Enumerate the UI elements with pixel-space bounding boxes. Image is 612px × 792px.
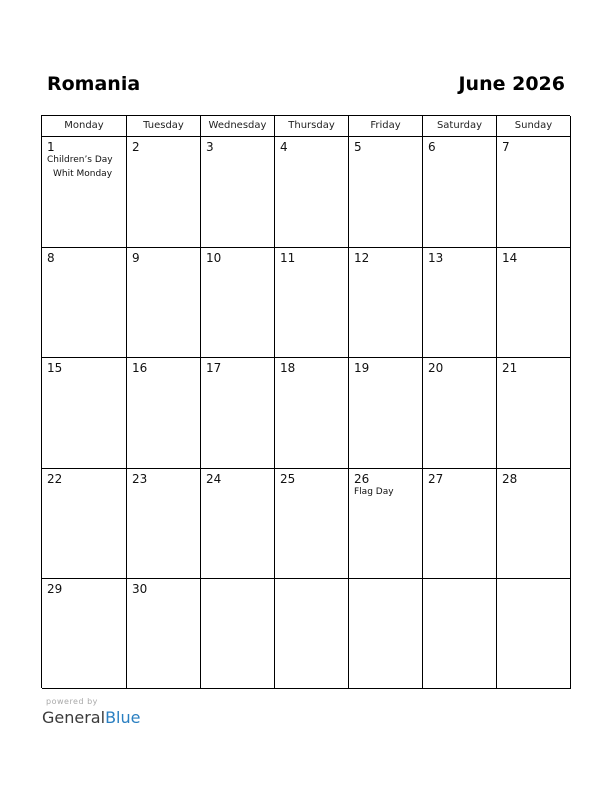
day-cell: [127, 579, 201, 689]
day-number: 20: [428, 361, 444, 375]
day-number: 30: [132, 582, 148, 596]
day-number: 17: [206, 361, 222, 375]
day-number: 26: [354, 472, 370, 486]
day-cell: [201, 469, 275, 579]
day-number: 10: [206, 251, 222, 265]
day-cell: [423, 137, 497, 248]
day-cell: [349, 579, 423, 689]
day-cell: [497, 137, 571, 248]
day-number: 27: [428, 472, 444, 486]
day-cell: [275, 358, 349, 469]
day-number: 22: [47, 472, 63, 486]
day-cell: [275, 137, 349, 248]
day-cell: [497, 248, 571, 358]
day-cell: [497, 358, 571, 469]
day-cell: [423, 248, 497, 358]
day-number: 25: [280, 472, 296, 486]
day-cell: [349, 469, 423, 579]
holiday-label: Flag Day: [354, 487, 394, 497]
day-cell: [201, 248, 275, 358]
day-cell: [42, 137, 127, 248]
day-number: 8: [47, 251, 55, 265]
day-cell: [423, 358, 497, 469]
day-number: 2: [132, 140, 140, 154]
day-cell: [349, 358, 423, 469]
day-number: 21: [502, 361, 518, 375]
day-cell: [201, 579, 275, 689]
day-cell: [349, 137, 423, 248]
calendar-grid: [41, 115, 570, 688]
day-number: 12: [354, 251, 370, 265]
day-cell: [42, 358, 127, 469]
day-cell: [423, 579, 497, 689]
day-cell: [201, 358, 275, 469]
weekday-saturday: Saturday: [423, 116, 497, 137]
month-year-title: June 2026: [458, 73, 565, 95]
weekday-wednesday: Wednesday: [201, 116, 275, 137]
day-cell: [42, 248, 127, 358]
day-number: 28: [502, 472, 518, 486]
day-cell: [42, 469, 127, 579]
holiday-label: Children’s Day: [47, 155, 113, 165]
weekday-tuesday: Tuesday: [127, 116, 201, 137]
day-number: 19: [354, 361, 370, 375]
day-number: 23: [132, 472, 148, 486]
day-cell: [127, 137, 201, 248]
powered-by-label: powered by: [46, 697, 98, 706]
country-title: Romania: [47, 73, 141, 95]
weekday-monday: Monday: [42, 116, 127, 137]
day-number: 16: [132, 361, 148, 375]
brand-name-blue: Blue: [105, 708, 141, 727]
day-cell: [42, 579, 127, 689]
day-cell: [349, 248, 423, 358]
day-cell: [275, 248, 349, 358]
brand-logo: [42, 708, 140, 728]
day-number: 5: [354, 140, 362, 154]
day-number: 29: [47, 582, 63, 596]
day-number: 1: [47, 140, 55, 154]
day-cell: [201, 137, 275, 248]
brand-name-general: General: [42, 708, 106, 727]
day-number: 24: [206, 472, 222, 486]
weekday-sunday: Sunday: [497, 116, 571, 137]
day-number: 4: [280, 140, 288, 154]
day-number: 9: [132, 251, 140, 265]
weekday-friday: Friday: [349, 116, 423, 137]
day-cell: [497, 579, 571, 689]
day-number: 15: [47, 361, 63, 375]
day-number: 3: [206, 140, 214, 154]
day-number: 14: [502, 251, 518, 265]
day-cell: [423, 469, 497, 579]
day-number: 7: [502, 140, 510, 154]
weekday-thursday: Thursday: [275, 116, 349, 137]
holiday-label: Whit Monday: [53, 169, 113, 179]
day-cell: [127, 248, 201, 358]
day-cell: [127, 469, 201, 579]
day-number: 6: [428, 140, 436, 154]
day-number: 13: [428, 251, 444, 265]
day-number: 11: [280, 251, 296, 265]
day-number: 18: [280, 361, 296, 375]
day-cell: [497, 469, 571, 579]
day-cell: [275, 579, 349, 689]
day-cell: [275, 469, 349, 579]
day-cell: [127, 358, 201, 469]
